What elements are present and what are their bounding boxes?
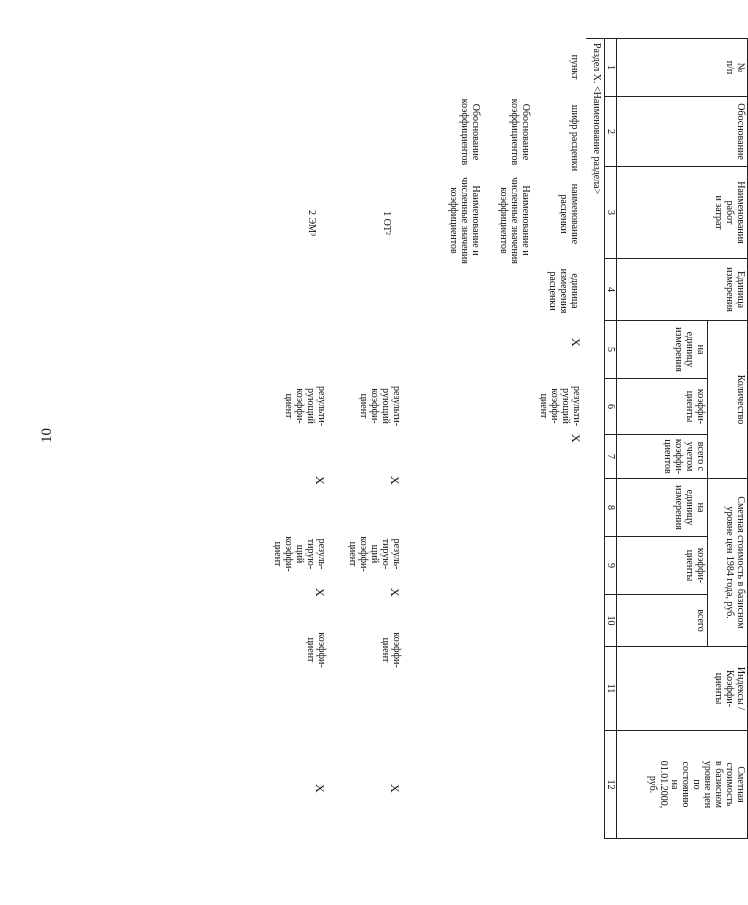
section-title: Раздел X. <Наименование раздела> [587,39,605,839]
column-number: 5 [605,321,617,379]
column-number: 2 [605,97,617,167]
estimate-table [587,38,748,839]
header-cost-per-unit: на единицу измерения [617,479,708,537]
header-unit: Единица измерения [617,259,748,321]
row-ot-cost-coefficient: резуль- тирую- щий коэффи- циент [347,536,402,572]
header-cost-2000: Сметная стоимость в базисном уровне цен по состоянию на 01.01.2000, руб. [617,731,748,839]
header-justification: Обоснование [617,97,748,167]
estimate-form [248,38,748,838]
row-em-qty-coefficient: результи- рующий коэффи- циент [283,385,327,427]
row-main-qty-per-unit: X [569,338,583,347]
column-number: 4 [605,259,617,321]
column-number: 10 [605,595,617,647]
row-main-code: шифр расценки [569,104,580,172]
column-number: 12 [605,731,617,839]
column-number: 6 [605,379,617,435]
column-number: 8 [605,479,617,537]
row-main-qty-total: X [569,434,583,443]
header-qty-coefficients: коэффи- циенты [617,379,708,435]
column-number: 9 [605,537,617,595]
row-em-cost-total: X [313,588,327,597]
page-number: 10 [39,428,55,443]
header-cost-total: всего [617,595,708,647]
row-ot-label: 1 ОТ² [381,211,392,235]
column-number: 3 [605,167,617,259]
row-coef1-justification: Обоснование коэффициентов [509,98,531,166]
row-ot-cost-2000: X [388,784,402,793]
column-number: 11 [605,647,617,731]
row-coef1-name: Наименование и численные значения коэффициентов [498,177,531,264]
header-qty-per-unit: на единицу измерения [617,321,708,379]
row-main-unit: единица измерения расценки [547,268,580,314]
row-main-point: пункт [569,54,580,80]
row-em-cost-2000: X [313,784,327,793]
row-main-qty-coefficient: результи- рующий коэффи- циент [538,385,582,427]
header-indexes: Индексы / Коэффи- циенты [617,647,748,731]
column-number: 1 [605,39,617,97]
header-cost-group: Сметная стоимость в базисном уровне цен 1984 года, руб. [708,479,748,647]
row-em-cost-coefficient: резуль- тирую- щий коэффи- циент [272,536,327,572]
row-em-label: 2 ЭМ³ [306,210,317,236]
column-number: 7 [605,435,617,479]
row-ot-index: коэффи- циент [380,632,402,668]
row-main-name: наименование расценки [558,183,580,245]
header-number: № п/п [617,39,748,97]
row-ot-cost-total: X [388,588,402,597]
header-quantity-group: Количество [708,321,748,479]
row-coef2-justification: Обоснование коэффициентов [459,98,481,166]
header-cost-coefficients: коэффи- циенты [617,537,708,595]
row-coef2-name: Наименование и численные значения коэффициентов [448,177,481,264]
header-qty-total: всего с учетом коэффи- циентов [617,435,708,479]
header-work-name: Наименования работ и затрат [617,167,748,259]
row-em-index: коэффи- циент [305,632,327,668]
row-ot-qty-coefficient: результи- рующий коэффи- циент [358,385,402,427]
table-body [272,38,584,838]
row-ot-cost-per-unit: X [388,476,402,485]
row-em-cost-per-unit: X [313,476,327,485]
